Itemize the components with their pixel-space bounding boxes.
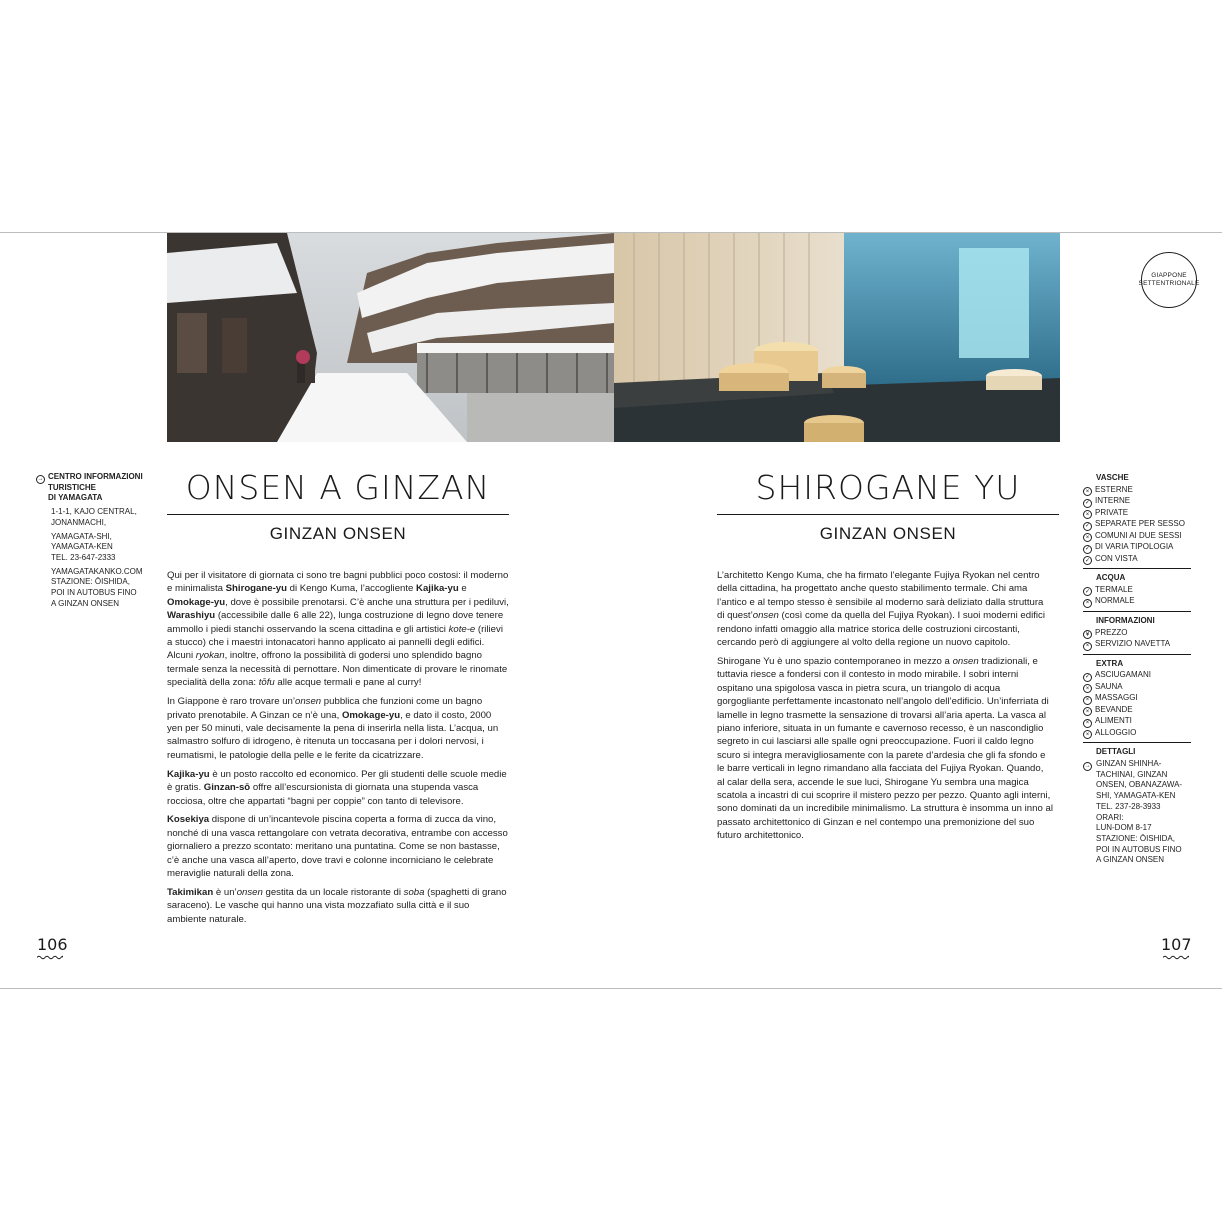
left-page-body	[167, 569, 509, 932]
italic-term: tōfu	[258, 677, 275, 689]
bold-term: Warashiyu	[167, 610, 216, 622]
vasche-heading: VASCHE	[1096, 473, 1129, 482]
text-run: e	[458, 583, 467, 595]
amenity-label: ALLOGGIO	[1095, 727, 1137, 737]
amenity-label: MASSAGGI	[1095, 693, 1138, 703]
text-run: alle acque termali e pane al curry!	[274, 677, 422, 689]
check-icon: ✓	[1084, 500, 1091, 507]
amenity-label: INTERNE	[1095, 496, 1131, 506]
right-info-sidebar	[1083, 472, 1191, 872]
tourist-office-website: YAMAGATAKANKO.COM	[51, 566, 143, 576]
check-icon: ✓	[1084, 546, 1091, 553]
text-run: (accessibile dalle 6 alle 22), lunga costruzione di legno dove tenere ammollo i piedi stanchi osservando la scena cittadina e gli artistici	[167, 610, 504, 635]
text-run: Shirogane Yu è uno spazio contemporaneo in mezzo a	[717, 655, 953, 667]
region-badge-line-2: SETTENTRIONALE	[1138, 280, 1200, 287]
arrow-right-icon: →	[37, 476, 44, 482]
check-icon: ✓	[1084, 523, 1091, 530]
left-title-rule	[167, 514, 509, 515]
amenity-item	[1083, 585, 1191, 597]
text-run: offre all’escursionista di giornata una stupenda vasca rocciosa, oltre che appartati “bagni per coppie” con tanto di televisore.	[167, 782, 479, 807]
extra-heading: EXTRA	[1096, 658, 1124, 668]
tourist-office-heading-1: CENTRO INFORMAZIONI	[48, 472, 143, 481]
amenity-label: TERMALE	[1095, 584, 1133, 594]
body-paragraph	[167, 886, 509, 926]
body-paragraph	[167, 569, 509, 690]
right-page-body	[717, 569, 1053, 848]
hours-line: ORARI:	[1096, 812, 1124, 822]
wave-ornament	[1163, 955, 1189, 960]
amenity-item	[1083, 554, 1191, 566]
region-badge	[1138, 252, 1200, 308]
address-line: 1-1-1, KAJO CENTRAL,	[51, 507, 137, 517]
acqua-section	[1083, 572, 1191, 612]
address-line: YAMAGATA-KEN	[51, 542, 113, 552]
amenity-label: ALIMENTI	[1095, 716, 1132, 726]
text-run: In Giappone è raro trovare un’	[167, 696, 295, 708]
text-run: pubblica che funzioni come un bagno privato prenotabile. A Ginzan ce n’è una,	[167, 696, 483, 721]
station-line: STAZIONE: ŌISHIDA,	[51, 577, 130, 587]
extra-list	[1083, 670, 1191, 739]
bold-term: Omokage-yu	[167, 596, 226, 608]
dettagli-phone: TEL. 237-28-3933	[1096, 801, 1161, 811]
text-run: Qui per il visitatore di giornata ci sono tre bagni pubblici poco costosi: il moderno e minimalista	[167, 570, 509, 595]
station-line: STAZIONE: ŌISHIDA,	[1096, 833, 1175, 843]
text-run: tradizionali, e tuttavia riesce a fondersi con il contesto in modo mirabile. I sobri interni ospitano una spigolosa vasca in pietra scura, un triangolo di acqua gorgogliante perfettamente incastonato nell’angolo dell’edificio. Un’inferriata di lamelle in legno trasmette la sensazione di trovarsi all’aria aperta. La vasca al piano inferiore, situata in un fumante e cavernoso recesso, è un nascondiglio segreto in cui lasciarsi alle spalle ogni preoccupazione. Fuori il caldo legno scuro si integra meravigliosamente con la parete d’ardesia che gli fa sfondo e le barre verticali in legno rimandano alla facciata del Fujiya Ryokan. Quando, al calar della sera, accende le sue luci, Shirogane Yu sembra una magica scatola a incastri di cui scoprire il mistero pezzo per pezzo. Quanto agli interni, sono dominati da un incredibile minimalismo. La struttura è insomma un inno al passato architettonico di Ginzan e nel contempo una premonizione del suo futuro architettonico.	[717, 655, 1053, 842]
amenity-label: SEPARATE PER SESSO	[1095, 519, 1185, 529]
informazioni-heading: INFORMAZIONI	[1096, 615, 1155, 625]
right-title-rule	[717, 514, 1059, 515]
amenity-item	[1083, 485, 1191, 497]
amenity-item	[1083, 670, 1191, 682]
cross-icon: ×	[1083, 510, 1092, 519]
amenity-label: CON VISTA	[1095, 553, 1138, 563]
acqua-heading: ACQUA	[1096, 573, 1126, 583]
amenity-item	[1083, 531, 1191, 543]
amenity-label: ASCIUGAMANI	[1095, 670, 1152, 680]
amenity-label: PRIVATE	[1095, 507, 1129, 517]
address-line: GINZAN SHINHA-	[1096, 759, 1162, 769]
bold-term: Takimikan	[167, 886, 214, 898]
text-run: (rilievi a stucco) che i maestri intonacatori hanno applicato ai pannelli degli edifici. Alcuni	[167, 623, 503, 662]
check-icon: ✓	[1084, 674, 1091, 681]
body-paragraph	[167, 813, 509, 880]
body-paragraph	[167, 768, 509, 808]
text-run: dispone di un’incantevole piscina coperta a forma di zucca da vino, nonché di una vasca rettangolare con vetrata decorativa, entrambe con accesso giornaliero a prezzo scontato: meritano una puntatina. Come se non bastasse, c’è anche una vasca all’aperto, dove travi e colonne incorniciano le celebrate meraviglie naturali della zona.	[167, 814, 508, 880]
cross-icon: ×	[1083, 719, 1092, 728]
wave-ornament	[37, 955, 63, 960]
amenity-item	[1083, 519, 1191, 531]
dettagli-section	[1083, 746, 1191, 869]
right-page-number: 107	[1161, 935, 1192, 954]
italic-term: ryokan	[195, 650, 225, 662]
text-run: (così come da quella del Fujiya Ryokan). I suoi moderni edifici rendono infatti omaggio alla matrice storica delle costruzioni circostanti, cercando però di aggiungere al volto della regione un nuovo capitolo.	[717, 610, 1045, 649]
text-run: è un’	[213, 886, 237, 898]
informazioni-section	[1083, 615, 1191, 655]
yen-icon: ¥	[1083, 630, 1092, 639]
check-icon: ✓	[1084, 588, 1091, 595]
italic-term: onsen	[952, 655, 979, 667]
right-page-subtitle: GINZAN ONSEN	[819, 524, 957, 543]
left-page-subtitle: GINZAN ONSEN	[269, 524, 407, 543]
amenity-item	[1083, 508, 1191, 520]
vasche-list	[1083, 485, 1191, 566]
region-badge-line-1: GIAPPONE	[1151, 272, 1187, 279]
text-run: gestita da un locale ristorante di	[262, 886, 404, 898]
amenity-item	[1083, 496, 1191, 508]
cross-icon: ×	[1083, 730, 1092, 739]
italic-term: kote-e	[448, 623, 476, 635]
text-run: (spaghetti di grano saraceno). Le vasche qui hanno una vista mozzafiato sulla città e il suo ambiente naturale.	[167, 886, 507, 925]
arrow-right-icon: →	[1084, 763, 1091, 770]
cross-icon: ×	[1083, 487, 1092, 496]
acqua-list	[1083, 585, 1191, 608]
body-paragraph	[717, 569, 1053, 649]
vasche-section	[1083, 472, 1191, 569]
italic-term: soba	[403, 886, 425, 898]
hours-line: LUN-DOM 8-17	[1096, 823, 1152, 833]
dettagli-hours	[1083, 813, 1191, 834]
address-line: YAMAGATA-SHI,	[51, 531, 112, 541]
amenity-label: ESTERNE	[1095, 484, 1133, 494]
amenity-item	[1083, 639, 1191, 651]
text-run: , dove è possibile prenotarsi. C’è anche una struttura per i pediluvi,	[225, 596, 509, 608]
italic-term: onsen	[236, 886, 263, 898]
snowy-ginzan-street-photo	[167, 233, 614, 442]
italic-term: onsen	[295, 696, 322, 708]
station-line: A GINZAN ONSEN	[51, 598, 120, 608]
text-run: , inoltre, offrono la possibilità di godersi uno splendido bagno termale senza la necessità di pernottare. Non dimenticate di provare le rinomate specialità della zona:	[167, 650, 508, 689]
amenity-item	[1083, 705, 1191, 717]
italic-term: onsen	[752, 610, 779, 622]
bold-term: Shirogane-yu	[225, 583, 287, 595]
amenity-item	[1083, 693, 1191, 705]
dettagli-heading: DETTAGLI	[1096, 747, 1136, 757]
cross-icon: ×	[1083, 696, 1092, 705]
amenity-label: DI VARIA TIPOLOGIA	[1095, 542, 1174, 552]
text-run: L’architetto Kengo Kuma, che ha firmato l’elegante Fujiya Ryokan nel centro della cittadina, ha progettato anche questo stabilimento termale. Chi ama l’antico e al tempo stesso è sensibile al moderno sarà deliziato dalla struttura di quest’	[717, 570, 1044, 622]
amenity-item	[1083, 682, 1191, 694]
address-line: SHI, YAMAGATA-KEN	[1096, 791, 1176, 801]
amenity-item	[1083, 596, 1191, 608]
amenity-item	[1083, 628, 1191, 640]
amenity-item	[1083, 716, 1191, 728]
tourist-office-city	[36, 532, 154, 553]
amenity-item	[1083, 728, 1191, 740]
bold-term: Omokage-yu	[341, 709, 401, 721]
tourist-office-heading-2: TURISTICHE	[48, 482, 96, 492]
cross-icon: ×	[1083, 533, 1092, 542]
cross-icon: ×	[1083, 642, 1092, 651]
dettagli-station	[1083, 834, 1191, 866]
amenity-label: SAUNA	[1095, 681, 1123, 691]
tourist-office-address	[36, 507, 154, 528]
cross-icon: ×	[1083, 599, 1092, 608]
right-page-title: SHIROGANE YU	[755, 468, 1021, 507]
bold-term: Kajika-yu	[167, 768, 210, 780]
check-icon: ✓	[1084, 557, 1091, 564]
address-line: ONSEN, OBANAZAWA-	[1096, 780, 1183, 790]
station-line: A GINZAN ONSEN	[1096, 855, 1165, 865]
bold-term: Ginzan-sō	[203, 782, 251, 794]
address-line: TACHINAI, GINZAN	[1096, 769, 1168, 779]
informazioni-list	[1083, 628, 1191, 651]
cross-icon: ×	[1083, 684, 1092, 693]
amenity-label: COMUNI AI DUE SESSI	[1095, 530, 1182, 540]
station-line: POI IN AUTOBUS FINO	[1096, 844, 1182, 854]
dettagli-address	[1096, 759, 1182, 802]
amenity-label: BEVANDE	[1095, 704, 1133, 714]
shirogane-yu-bath-interior-photo	[614, 233, 1060, 442]
extra-section	[1083, 658, 1191, 744]
amenity-label: PREZZO	[1095, 627, 1128, 637]
text-run: è un posto raccolto ed economico. Per gli studenti delle scuole medie è gratis.	[167, 768, 507, 794]
left-info-sidebar	[36, 472, 154, 609]
bold-term: Kajika-yu	[416, 583, 459, 595]
station-line: POI IN AUTOBUS FINO	[51, 588, 137, 598]
amenity-item	[1083, 542, 1191, 554]
amenity-label: NORMALE	[1095, 596, 1135, 606]
tourist-office-phone: TEL. 23-647-2333	[51, 552, 116, 562]
left-page-number: 106	[37, 935, 68, 954]
cross-icon: ×	[1083, 707, 1092, 716]
amenity-label: SERVIZIO NAVETTA	[1095, 639, 1171, 649]
tourist-office-station	[36, 577, 154, 609]
address-line: JONANMACHI,	[51, 517, 107, 527]
tourist-office-heading-3: DI YAMAGATA	[48, 493, 103, 503]
text-run: di Kengo Kuma, l’accogliente	[286, 583, 417, 595]
left-page-title: ONSEN A GINZAN	[185, 468, 491, 507]
bold-term: Kosekiya	[167, 814, 210, 826]
body-paragraph	[717, 655, 1053, 843]
text-run: , e dato il costo, 2000 yen per 50 minuti, vale decisamente la pena di inserirla nella lista. L’acqua, un salmastro solfuro di idrogeno, è ritenuta un toccasana per i dolori nervosi, i reumatismi, le patologie della pelle e le ferite da cicatrizzare.	[167, 709, 499, 761]
body-paragraph	[167, 695, 509, 762]
